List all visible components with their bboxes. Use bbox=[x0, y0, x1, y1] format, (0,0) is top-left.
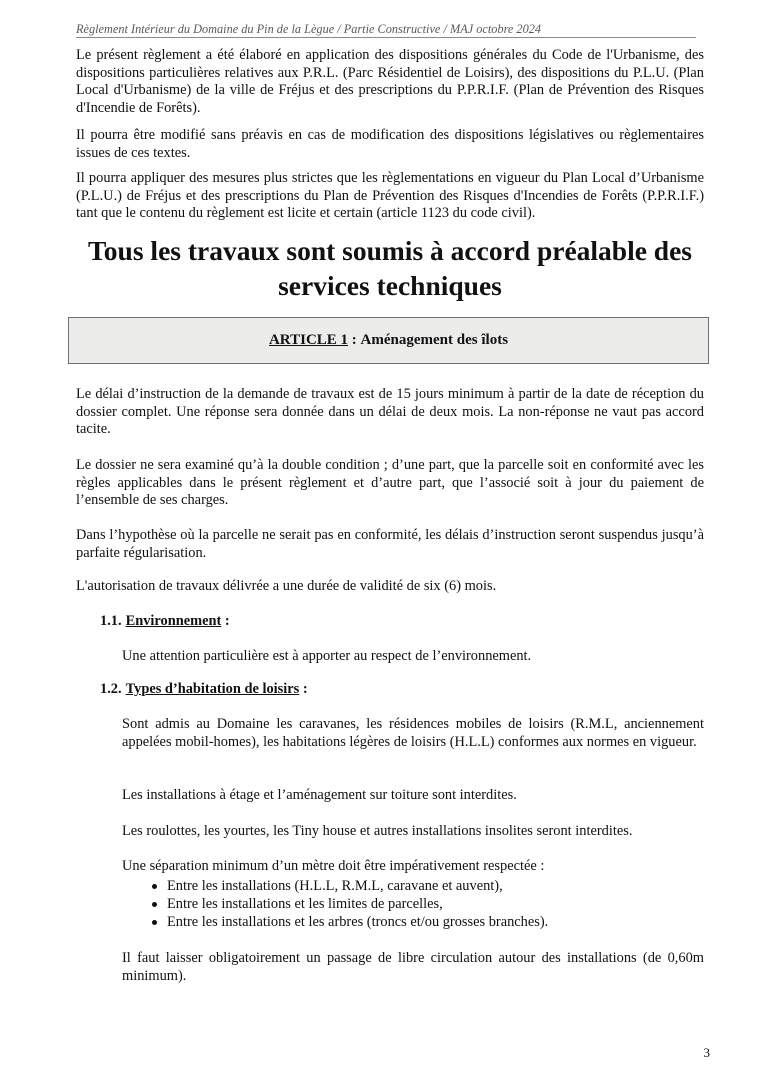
section-1-1-number: 1.1. bbox=[100, 613, 122, 629]
list-item bbox=[122, 895, 704, 913]
running-header: Règlement Intérieur du Domaine du Pin de la Lègue / Partie Constructive / MAJ octobre 2024 bbox=[76, 22, 696, 36]
intro-paragraph-1: Le présent règlement a été élaboré en application des dispositions générales du Code de l'Urbanisme, des dispositions particulières relatives aux P.R.L. (Parc Résidentiel de Loisirs), des dispositions du P.L.U. (Plan Local d'Urbanisme) de la ville de Fréjus et des prescriptions du P.P.R.I.F. (Plan de Prévention des Risques d'Incendie de Forêts). bbox=[76, 47, 704, 116]
section-1-2-paragraph-3: Les roulottes, les yourtes, les Tiny house et autres installations insolites seront interdites. bbox=[122, 823, 633, 839]
section-1-1-heading bbox=[100, 613, 230, 631]
article-paragraph-2: Le dossier ne sera examiné qu’à la double condition ; d’une part, que la parcelle soit en conformité avec les règles applicables dans le présent règlement et d’autre part, que l’associé soit à jour du paiement de l’ensemble de ses charges. bbox=[76, 457, 704, 508]
list-item-text: Entre les installations et les limites de parcelles, bbox=[167, 896, 443, 912]
article-title: Aménagement des îlots bbox=[360, 332, 509, 348]
main-heading: Tous les travaux sont soumis à accord préalable des services techniques bbox=[87, 235, 693, 301]
bullet-dot-icon bbox=[152, 920, 157, 925]
article-separator: : bbox=[348, 332, 361, 348]
article-paragraph-3: Dans l’hypothèse où la parcelle ne serait pas en conformité, les délais d’instruction seront suspendus jusqu’à parfaite régularisation. bbox=[76, 527, 704, 561]
page-number: 3 bbox=[703, 1045, 710, 1060]
bullet-dot-icon bbox=[152, 902, 157, 907]
section-1-2-heading bbox=[100, 681, 308, 699]
intro-paragraph-2: Il pourra être modifié sans préavis en cas de modification des dispositions législatives ou règlementaires issues de ces textes. bbox=[76, 127, 704, 161]
section-1-2-final-paragraph: Il faut laisser obligatoirement un passage de libre circulation autour des installations (de 0,60m minimum). bbox=[122, 950, 704, 984]
section-1-2-paragraph-4: Une séparation minimum d’un mètre doit être impérativement respectée : bbox=[122, 858, 545, 874]
article-paragraph-4: L'autorisation de travaux délivrée a une durée de validité de six (6) mois. bbox=[76, 578, 497, 594]
list-item bbox=[122, 877, 704, 895]
article-paragraph-1: Le délai d’instruction de la demande de travaux est de 15 jours minimum à partir de la date de réception du dossier complet. Une réponse sera donnée dans un délai de deux mois. La non-réponse ne vaut pas accord tacite. bbox=[76, 386, 704, 437]
section-1-1-colon: : bbox=[221, 613, 230, 629]
separation-bullet-list bbox=[122, 877, 704, 931]
section-1-2-paragraph-2: Les installations à étage et l’aménagement sur toiture sont interdites. bbox=[122, 787, 517, 803]
section-1-1-title: Environnement bbox=[125, 613, 222, 629]
section-1-2-number: 1.2. bbox=[100, 681, 122, 697]
section-1-2-colon: : bbox=[299, 681, 308, 697]
intro-paragraph-3: Il pourra appliquer des mesures plus strictes que les règlementations en vigueur du Plan Local d’Urbanisme (P.L.U.) de Fréjus et des prescriptions du Plan de Prévention des Risques d'Incendies de Forêts (P.P.R.I.F.) tant que le contenu du règlement est licite et certain (article 1123 du code civil). bbox=[76, 170, 704, 221]
article-label: ARTICLE 1 bbox=[268, 332, 349, 348]
section-1-2-paragraph-1: Sont admis au Domaine les caravanes, les résidences mobiles de loisirs (R.M.L, anciennement appelées mobil-homes), les habitations légères de loisirs (H.L.L) conformes aux normes en vigueur. bbox=[122, 716, 704, 750]
list-item-text: Entre les installations (H.L.L, R.M.L, caravane et auvent), bbox=[167, 878, 503, 894]
bullet-dot-icon bbox=[152, 884, 157, 889]
article-title-box bbox=[68, 317, 709, 364]
section-1-1-text: Une attention particulière est à apporter au respect de l’environnement. bbox=[122, 648, 532, 664]
section-1-2-title: Types d’habitation de loisirs bbox=[125, 681, 300, 697]
list-item bbox=[122, 913, 704, 931]
list-item-text: Entre les installations et les arbres (troncs et/ou grosses branches). bbox=[167, 914, 549, 930]
